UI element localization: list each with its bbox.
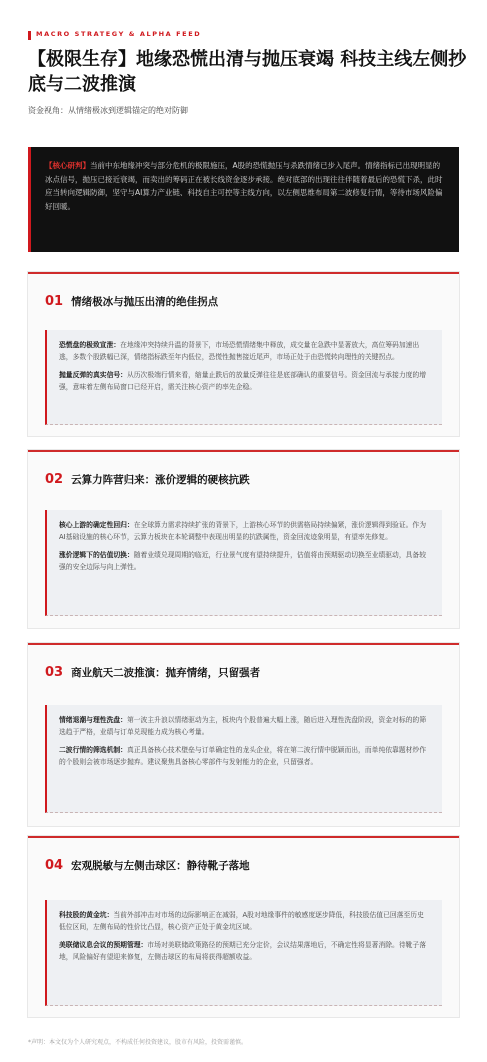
section-number: 02 xyxy=(45,472,64,487)
section-title: 云算力阵营归来：涨价逻辑的硬核抗跌 xyxy=(71,474,250,486)
section-number: 03 xyxy=(45,665,64,680)
summary-box xyxy=(28,147,459,252)
section-card-01 xyxy=(28,272,459,436)
summary-lead: 【核心研判】 xyxy=(45,161,90,170)
content-paragraph xyxy=(59,370,430,393)
section-title: 宏观脱敏与左侧击球区：静待靴子落地 xyxy=(71,860,250,872)
section-header xyxy=(45,858,250,873)
page-subtitle: 资金视角：从情绪极冰到逻辑锚定的绝对防御 xyxy=(28,106,188,115)
content-paragraph xyxy=(59,340,430,363)
section-header xyxy=(45,294,218,309)
content-paragraph xyxy=(59,520,430,543)
section-number: 04 xyxy=(45,858,64,873)
section-header xyxy=(45,472,250,487)
summary-text xyxy=(45,159,445,213)
paragraph-text: 真正具备核心技术壁垒与订单确定性的龙头企业，将在第二波行情中脱颖而出，而单纯依靠题材炒作的个股则会被市场逐步抛弃。建议聚焦具备核心零部件与发射能力的企业，只留强者。 xyxy=(59,746,427,766)
kicker-accent-bar xyxy=(28,31,31,40)
paragraph-label: 涨价逻辑下的估值切换： xyxy=(59,551,134,559)
section-card-04 xyxy=(28,836,459,1017)
content-paragraph xyxy=(59,745,430,768)
paragraph-text: 在全球算力需求持续扩张的背景下，上游核心环节的供需格局持续偏紧，涨价逻辑得到验证。作为AI基础设施的核心环节，云算力板块在本轮调整中表现出明显的抗跌属性，资金回流迹象明显，有望率先修复。 xyxy=(59,521,427,541)
section-card-02 xyxy=(28,450,459,628)
section-title: 商业航天二波推演：抛弃情绪，只留强者 xyxy=(71,667,261,679)
content-paragraph xyxy=(59,550,430,573)
paragraph-text: 当前外部冲击对市场的边际影响正在减弱，A股对地缘事件的敏感度逐步降低，科技股估值已回落至历史低位区间，左侧布局的性价比凸显，核心资产正处于黄金坑区域。 xyxy=(59,911,424,931)
paragraph-text: 市场对美联储政策路径的预期已充分定价，会议结果落地后，不确定性将显著消除。待靴子落地，风险偏好有望迎来修复，左侧击球区的布局将获得超额收益。 xyxy=(59,941,427,961)
paragraph-text: 从历次极端行情来看，缩量止跌后的放量反弹往往是底部确认的重要信号。资金回流与承接力度的增强，意味着左侧布局窗口已经开启，需关注核心资产的率先企稳。 xyxy=(59,371,427,391)
disclaimer-footer: *声明：本文仅为个人研究观点，不构成任何投资建议，股市有风险，投资需谨慎。 xyxy=(28,1039,248,1046)
content-paragraph xyxy=(59,910,430,933)
paragraph-text: 随着业绩兑现周期的临近，行业景气度有望持续提升，估值将由预期驱动切换至业绩驱动，具备较强的安全边际与向上弹性。 xyxy=(59,551,427,571)
section-title: 情绪极冰与抛压出清的绝佳拐点 xyxy=(71,296,219,308)
paragraph-text: 第一波主升浪以情绪驱动为主，板块内个股普遍大幅上涨，随后进入理性洗盘阶段，资金对标的的筛选趋于严格，业绩与订单兑现能力成为核心考量。 xyxy=(59,716,427,736)
section-card-03 xyxy=(28,643,459,826)
section-content xyxy=(45,900,442,1006)
paragraph-text: 在地缘冲突持续升温的背景下，市场恐慌情绪集中释放，成交量在急跌中显著放大，高位筹码加速出逃，多数个股跌幅已深，情绪指标跌至年内低位，恐慌性抛售接近尾声，市场正处于由恐慌转向理性的关键拐点。 xyxy=(59,341,420,361)
section-content xyxy=(45,510,442,616)
paragraph-label: 恐慌盘的极致宣泄： xyxy=(59,341,121,349)
section-content xyxy=(45,705,442,813)
kicker: MACRO STRATEGY & ALPHA FEED xyxy=(36,30,202,38)
section-content xyxy=(45,330,442,425)
paragraph-label: 科技股的黄金坑： xyxy=(59,911,114,919)
content-paragraph xyxy=(59,715,430,738)
paragraph-label: 美联储议息会议的预期管理： xyxy=(59,941,148,949)
section-header xyxy=(45,665,260,680)
paragraph-label: 核心上游的确定性回归： xyxy=(59,521,134,529)
content-paragraph xyxy=(59,940,430,963)
paragraph-label: 二波行情的筛选机制： xyxy=(59,746,127,754)
paragraph-label: 抛量反弹的真实信号： xyxy=(59,371,127,379)
summary-body: 当前中东地缘冲突与部分危机的极限施压，A股的恐慌抛压与杀跌情绪已步入尾声。情绪指标已出现明显的冰点信号，抛压已接近衰竭，而卖出的筹码正在被长线资金逐步承接。绝对底部的出现往往伴随着最后的恐慌下杀，此时应当转向逻辑防御，坚守与AI算力产业链、科技自主可控等主线方向，以左侧思维布局第二波修复行情，等待市场风险偏好回暖。 xyxy=(45,161,443,211)
page-title: 【极限生存】地缘恐慌出清与抛压衰竭 科技主线左侧抄底与二波推演 xyxy=(28,49,467,95)
paragraph-label: 情绪退潮与理性洗盘： xyxy=(59,716,127,724)
section-number: 01 xyxy=(45,294,64,309)
